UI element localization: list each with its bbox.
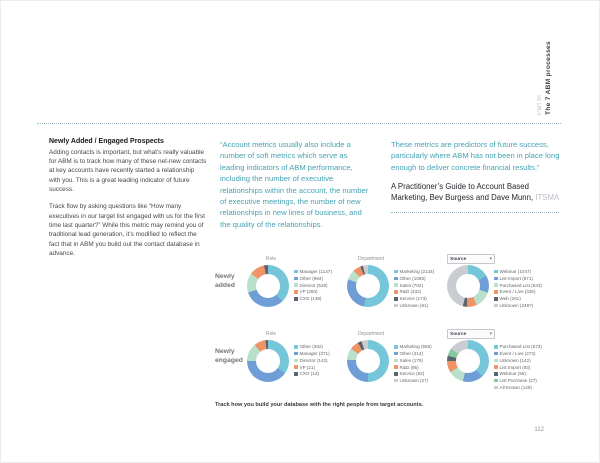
legend-color-chip (294, 359, 298, 363)
legend-color-chip (494, 365, 498, 369)
legend-item (294, 351, 342, 356)
row-label-newly-engaged: Newly engaged (215, 348, 243, 365)
legend-item (494, 283, 542, 288)
legend-item (494, 371, 542, 376)
chart-header (347, 253, 395, 265)
legend-item (494, 289, 542, 294)
legend-item (494, 303, 542, 308)
legend-label: Manager (371) (299, 350, 330, 356)
legend-color-chip (394, 352, 398, 356)
legend-color-chip (294, 277, 298, 281)
chart-header (247, 253, 295, 265)
legend-color-chip (394, 283, 398, 287)
chevron-down-icon: ▾ (489, 255, 492, 262)
legend-label: VP (21) (299, 364, 315, 370)
quote-attribution (391, 181, 561, 203)
chart-engaged-source (447, 328, 547, 390)
legend-color-chip (394, 345, 398, 349)
legend-label: Webinar (1047) (499, 269, 532, 274)
legend-color-chip (294, 372, 298, 376)
legend-label: Marketing (555) (399, 344, 432, 350)
legend-label: Manager (1147) (299, 269, 332, 274)
legend-item (394, 276, 442, 281)
legend-item (394, 365, 442, 370)
chart-body (447, 340, 547, 390)
legend-color-chip (294, 345, 298, 349)
legend-label: Event / Live (335) (499, 289, 536, 295)
legend-item (294, 276, 342, 281)
legend-label: Web (261) (499, 296, 521, 302)
attribution-dotted-rule (391, 212, 559, 213)
legend-color-chip (294, 290, 298, 294)
chart-title-department: Department (357, 331, 385, 338)
legend-item (394, 289, 442, 294)
pull-quote-part-1: “Account metrics usually also include a number of soft metrics which serve as leading indicators of ABM performance, including the number of executive relationships within the account, the number of executive meetings, the number of new relationships in new lines of business, and the quality of the relationships. (220, 140, 369, 229)
chart-header (247, 328, 295, 340)
legend-label: Event / Live (273) (499, 350, 536, 356)
legend-role (294, 340, 342, 382)
legend-color-chip (394, 270, 398, 274)
chart-added-source (447, 253, 547, 308)
chart-body (247, 265, 347, 307)
chart-engaged-role (247, 328, 347, 382)
chart-body (347, 265, 447, 308)
legend-color-chip (394, 290, 398, 294)
chart-header (447, 328, 495, 340)
body-paragraph-2: Track flow by asking questions like “How many executives in our target list engaged with us for the first time last quarter?” While this metric may remind you of traditional lead generation, it’s modified to reflect the fact that in ABM you build out the contact database in advance. (49, 203, 205, 257)
legend-color-chip (494, 270, 498, 274)
chart-row-newly-engaged (215, 328, 567, 390)
legend-label: Sales (702) (399, 282, 423, 288)
legend-item (394, 269, 442, 274)
legend-color-chip (494, 372, 498, 376)
donut-chart-department (347, 340, 389, 382)
chevron-down-icon: ▾ (489, 330, 492, 337)
legend-label: Director (528) (299, 282, 328, 288)
middle-column (220, 139, 373, 230)
legend-item (494, 378, 542, 383)
source-dropdown[interactable] (447, 254, 495, 264)
legend-item (294, 296, 342, 301)
legend-item (494, 385, 542, 390)
legend-item (294, 358, 342, 363)
chart-row-newly-added (215, 253, 567, 308)
legend-item (494, 269, 542, 274)
top-dotted-rule (37, 123, 561, 124)
legend-department (394, 265, 442, 308)
chart-title-department: Department (357, 256, 385, 262)
legend-label: Sales (179) (399, 357, 423, 363)
donut-chart-role (247, 340, 289, 382)
pull-quote-part-2: These metrics are predictors of future success, particularly where ABM has not been in place long enough to deliver concrete financial results.” (391, 140, 560, 172)
chart-header (447, 253, 495, 265)
legend-item (294, 365, 342, 370)
charts-figure (215, 253, 567, 408)
row-label-newly-added: Newly added (215, 273, 236, 289)
chart-body (347, 340, 447, 383)
chart-body (247, 340, 347, 382)
legend-item (394, 378, 442, 383)
left-column (49, 138, 207, 266)
source-dropdown-label: Source (450, 256, 467, 262)
attribution-text: A Practitioner’s Guide to Account Based Marketing, Bev Burgess and Dave Munn, (391, 182, 536, 203)
legend-color-chip (494, 297, 498, 301)
legend-label: CXO (138) (299, 296, 322, 302)
legend-color-chip (294, 270, 298, 274)
legend-label: Director (142) (299, 357, 328, 363)
legend-color-chip (494, 359, 498, 363)
legend-color-chip (394, 277, 398, 281)
legend-color-chip (494, 386, 498, 390)
legend-item (394, 351, 442, 356)
legend-item (394, 303, 442, 308)
legend-item (294, 344, 342, 349)
legend-item (394, 296, 442, 301)
legend-label: Other (382) (299, 344, 323, 350)
legend-label: Marketing (2134) (399, 269, 435, 274)
legend-item (394, 344, 442, 349)
legend-color-chip (294, 352, 298, 356)
legend-color-chip (394, 359, 398, 363)
legend-label: All Known (149) (499, 384, 532, 390)
legend-color-chip (494, 304, 498, 308)
donut-chart-source (447, 340, 489, 382)
legend-item (494, 358, 542, 363)
legend-label: List Import (871) (499, 275, 533, 281)
legend-color-chip (394, 297, 398, 301)
legend-color-chip (494, 352, 498, 356)
legend-label: List Purchase (27) (499, 378, 537, 384)
legend-item (294, 289, 342, 294)
legend-item (494, 276, 542, 281)
legend-label: Other (414) (399, 350, 423, 356)
legend-label: Other (1085) (399, 275, 426, 281)
chart-added-department (347, 253, 447, 308)
legend-label: Service (173) (399, 296, 427, 302)
legend-color-chip (494, 283, 498, 287)
legend-label: Unknown (27) (399, 378, 429, 384)
legend-label: Webinar (55) (499, 371, 526, 377)
chart-title-role: Role (265, 256, 277, 262)
source-dropdown-label: Source (450, 331, 467, 337)
donut-chart-source (447, 265, 489, 307)
legend-item (494, 365, 542, 370)
legend-color-chip (494, 379, 498, 383)
legend-role (294, 265, 342, 307)
source-dropdown[interactable] (447, 329, 495, 339)
chart-title-role: Role (265, 331, 277, 338)
attribution-source: ITSMA (535, 193, 560, 203)
legend-color-chip (294, 283, 298, 287)
chart-engaged-department (347, 328, 447, 383)
legend-source (494, 340, 542, 390)
legend-item (294, 269, 342, 274)
legend-label: Service (52) (399, 371, 425, 377)
chart-body (447, 265, 547, 308)
donut-chart-role (247, 265, 289, 307)
legend-item (294, 283, 342, 288)
body-paragraph-1: Adding contacts is important, but what’s really valuable for ABM is to track how many of these net-new contacts at key accounts have recently started a relationship with you. This is a great leading indicator of future success. (49, 148, 207, 193)
legend-item (494, 344, 542, 349)
legend-label: R&D (95) (399, 364, 419, 370)
section-heading: Newly Added / Engaged Prospects (49, 138, 164, 145)
legend-color-chip (494, 345, 498, 349)
legend-label: Unknown (142) (499, 357, 531, 363)
legend-color-chip (394, 365, 398, 369)
legend-item (494, 351, 542, 356)
legend-item (394, 371, 442, 376)
part-label: Part III (537, 94, 543, 115)
legend-color-chip (394, 304, 398, 308)
legend-label: Unknown (61) (399, 302, 429, 308)
legend-item (494, 296, 542, 301)
legend-label: Unknown (2497) (499, 302, 534, 308)
legend-label: VP (260) (299, 289, 318, 295)
legend-label: CXO (13) (299, 371, 319, 377)
figure-caption: Track how you build your database with the right people from target accounts. (215, 402, 424, 409)
legend-label: Purchased List (573) (499, 344, 542, 350)
section-title: The 7 ABM processes (545, 41, 552, 115)
legend-item (394, 358, 442, 363)
legend-label: Purchased List (633) (499, 282, 542, 288)
legend-label: Other (984) (299, 275, 323, 281)
chart-added-role (247, 253, 347, 307)
legend-label: List Import (93) (499, 364, 531, 370)
legend-item (294, 371, 342, 376)
legend-color-chip (494, 290, 498, 294)
legend-item (394, 283, 442, 288)
legend-color-chip (394, 379, 398, 383)
legend-label: R&D (232) (399, 289, 422, 295)
legend-color-chip (294, 297, 298, 301)
page-number: 112 (534, 427, 544, 433)
legend-department (394, 340, 442, 383)
legend-color-chip (294, 365, 298, 369)
edge-tab (537, 41, 552, 115)
legend-color-chip (494, 277, 498, 281)
chart-header (347, 328, 395, 340)
donut-chart-department (347, 265, 389, 307)
legend-source (494, 265, 542, 308)
right-column (391, 139, 561, 213)
legend-color-chip (394, 372, 398, 376)
